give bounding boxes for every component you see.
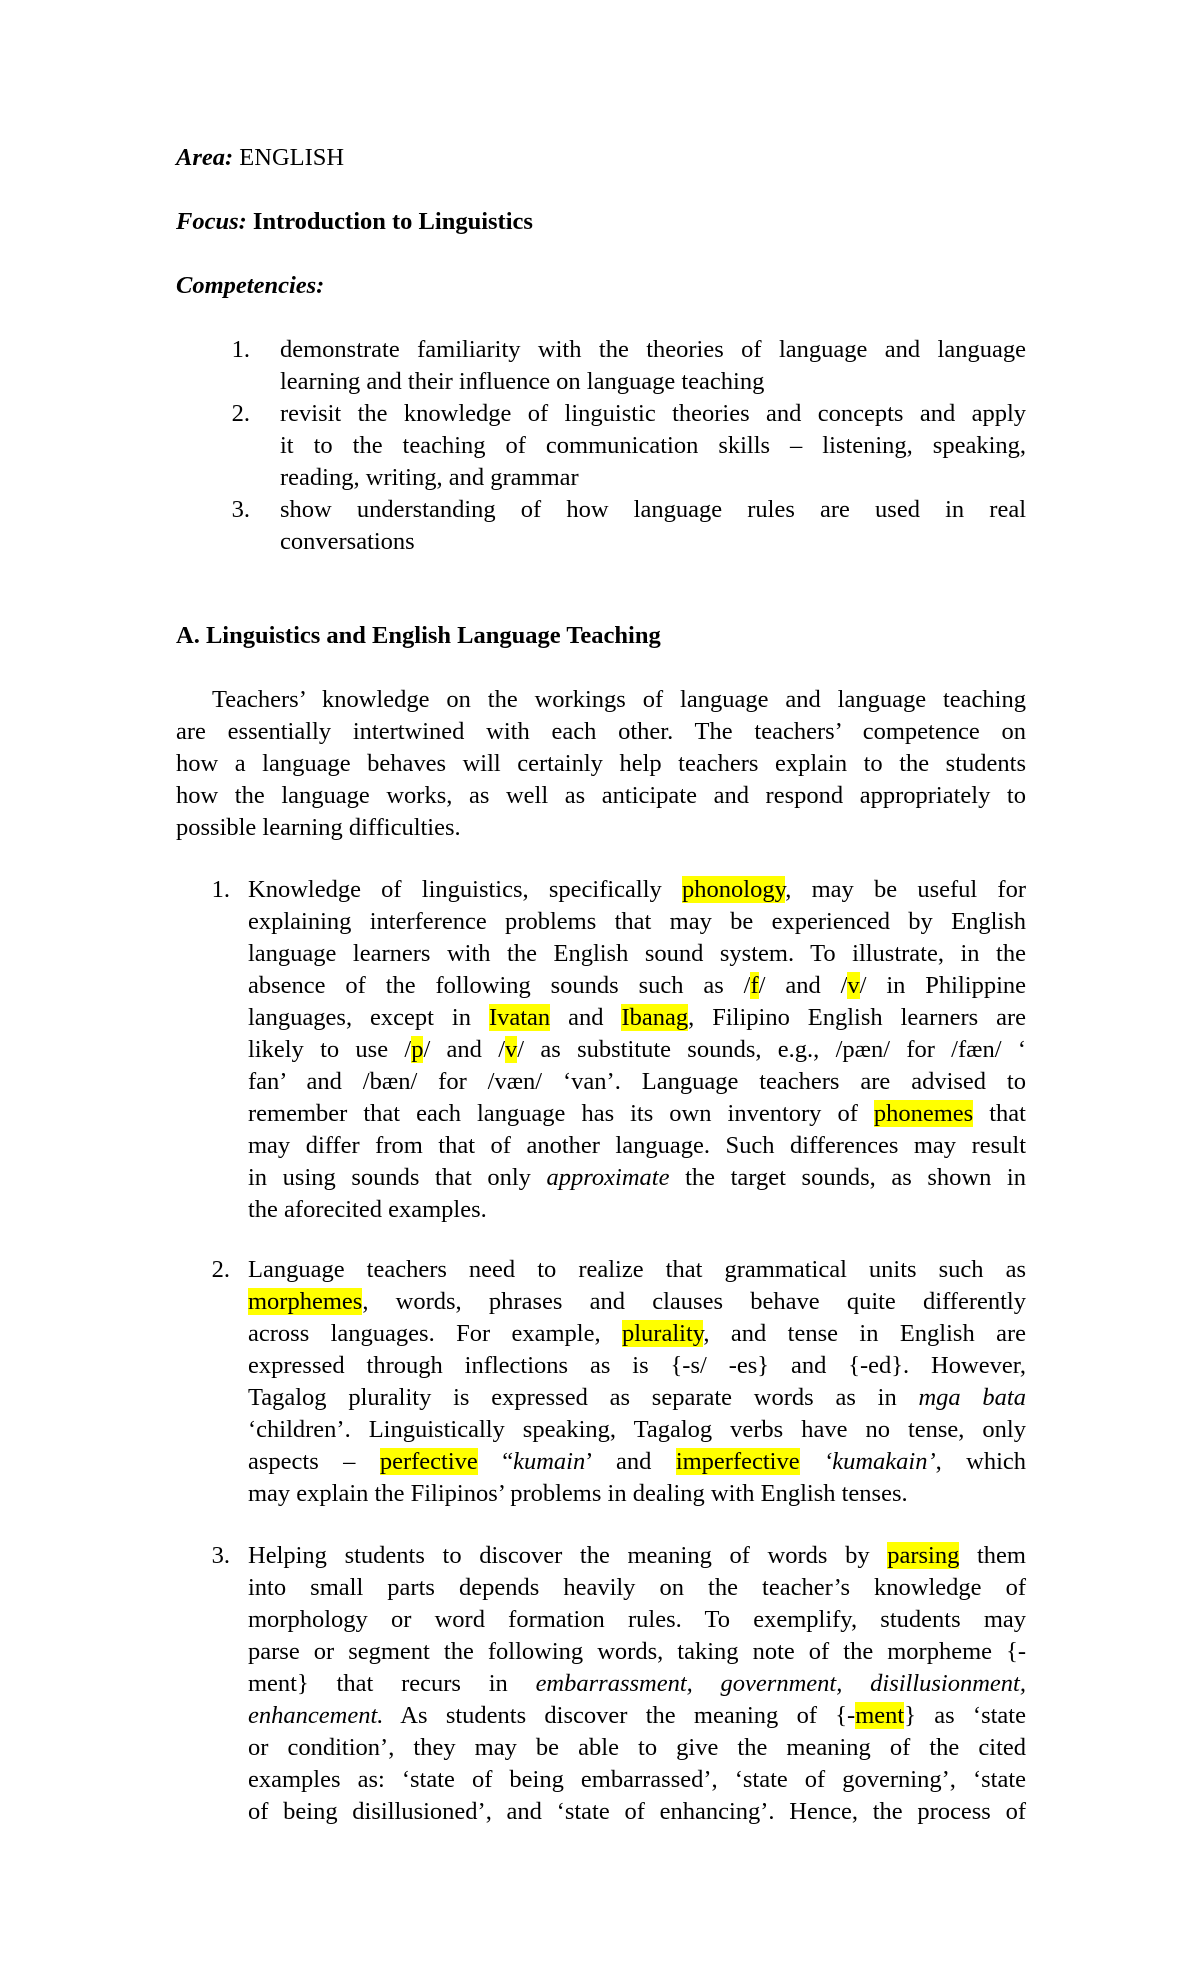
item-line: Helping students to discover the meaning of words by parsing them: [248, 1542, 1026, 1569]
section-item-3: [248, 1540, 1026, 1828]
competencies-heading: [176, 270, 324, 302]
highlight-term: phonemes: [873, 1100, 974, 1127]
section-item-2: [248, 1254, 1026, 1510]
paragraph-line: how the language works, as well as anticipate and respond appropriately to: [176, 782, 1026, 809]
competency-line: learning and their influence on language teaching: [280, 368, 765, 395]
item-line: aspects – perfective “kumain’ and imperfective ‘kumakain’, which: [248, 1448, 1027, 1475]
competency-item: [280, 334, 1026, 398]
highlight-term: parsing: [887, 1542, 960, 1569]
paragraph-line: Teachers’ knowledge on the workings of language and language teaching: [212, 686, 1026, 713]
area-line: [176, 142, 344, 174]
focus-line: [176, 206, 533, 238]
highlight-term: v: [505, 1036, 518, 1063]
item-line: explaining interference problems that may be experienced by English: [248, 908, 1026, 935]
section-item-1: [248, 874, 1026, 1226]
item-line: may differ from that of another language. Such differences may result: [248, 1132, 1026, 1159]
item-line: ‘children’. Linguistically speaking, Tagalog verbs have no tense, only: [248, 1416, 1026, 1443]
highlight-term: f: [750, 972, 759, 999]
competencies-label: Competencies:: [176, 272, 325, 299]
item-line: remember that each language has its own inventory of phonemes that: [248, 1100, 1026, 1127]
paragraph-line: are essentially intertwined with each other. The teachers’ competence on: [176, 718, 1026, 745]
item-line: examples as: ‘state of being embarrassed’, ‘state of governing’, ‘state: [248, 1766, 1026, 1793]
intro-paragraph: [176, 684, 1026, 844]
competency-line: conversations: [280, 528, 415, 555]
highlight-term: phonology: [682, 876, 786, 903]
item-line: likely to use /p/ and /v/ as substitute sounds, e.g., /pæn/ for /fæn/ ‘: [248, 1036, 1026, 1063]
competency-line: reading, writing, and grammar: [280, 464, 579, 491]
item-number: 2.: [211, 1256, 230, 1283]
item-line: in using sounds that only approximate the target sounds, as shown in: [248, 1164, 1026, 1191]
item-line: languages, except in Ivatan and Ibanag, Filipino English learners are: [248, 1004, 1027, 1031]
paragraph-line: possible learning difficulties.: [176, 814, 461, 841]
item-number: 1.: [211, 876, 230, 903]
item-line: fan’ and /bæn/ for /væn/ ‘van’. Language teachers are advised to: [248, 1068, 1026, 1095]
highlight-term: Ibanag: [621, 1004, 689, 1031]
item-line: the aforecited examples.: [248, 1196, 487, 1223]
item-line: of being disillusioned’, and ‘state of enhancing’. Hence, the process of: [248, 1798, 1026, 1825]
highlight-term: ment: [855, 1702, 905, 1729]
highlight-term: plurality: [622, 1320, 704, 1347]
item-line: may explain the Filipinos’ problems in dealing with English tenses.: [248, 1480, 908, 1507]
area-value: ENGLISH: [239, 144, 345, 171]
item-line: Knowledge of linguistics, specifically phonology, may be useful for: [248, 876, 1026, 903]
highlight-term: imperfective: [675, 1448, 800, 1475]
focus-value: Introduction to Linguistics: [252, 208, 533, 235]
highlight-term: morphemes: [248, 1288, 363, 1315]
item-line: or condition’, they may be able to give the meaning of the cited: [248, 1734, 1026, 1761]
paragraph-line: how a language behaves will certainly help teachers explain to the students: [176, 750, 1026, 777]
item-line: into small parts depends heavily on the teacher’s knowledge of: [248, 1574, 1026, 1601]
item-line: absence of the following sounds such as /f/ and /v/ in Philippine: [248, 972, 1027, 999]
competency-item: [280, 494, 1026, 558]
competency-line: it to the teaching of communication skills – listening, speaking,: [280, 432, 1026, 459]
item-number: 3.: [211, 1542, 230, 1569]
highlight-term: v: [847, 972, 860, 999]
item-line: Language teachers need to realize that grammatical units such as: [248, 1256, 1026, 1283]
item-line: ment} that recurs in embarrassment, government, disillusionment,: [248, 1670, 1026, 1697]
item-line: morphemes, words, phrases and clauses behave quite differently: [248, 1288, 1026, 1315]
competency-line: revisit the knowledge of linguistic theories and concepts and apply: [280, 400, 1026, 427]
competency-number: 3.: [231, 496, 250, 523]
item-line: language learners with the English sound system. To illustrate, in the: [248, 940, 1026, 967]
highlight-term: p: [411, 1036, 424, 1063]
item-line: Tagalog plurality is expressed as separate words as in mga bata: [248, 1384, 1026, 1411]
highlight-term: Ivatan: [488, 1004, 551, 1031]
competency-number: 1.: [231, 336, 250, 363]
competency-line: demonstrate familiarity with the theories of language and language: [280, 336, 1026, 363]
competency-number: 2.: [231, 400, 250, 427]
section-a-heading: A. Linguistics and English Language Teaching: [176, 622, 661, 649]
area-label: Area:: [176, 144, 234, 171]
item-line: morphology or word formation rules. To exemplify, students may: [248, 1606, 1026, 1633]
competency-line: show understanding of how language rules are used in real: [280, 496, 1026, 523]
highlight-term: perfective: [379, 1448, 478, 1475]
competency-item: [280, 398, 1026, 494]
item-line: across languages. For example, plurality, and tense in English are: [248, 1320, 1026, 1347]
item-line: enhancement. As students discover the meaning of {-ment} as ‘state: [248, 1702, 1026, 1729]
focus-label: Focus:: [176, 208, 247, 235]
item-line: parse or segment the following words, taking note of the morpheme {-: [248, 1638, 1026, 1665]
item-line: expressed through inflections as is {-s/ -es} and {-ed}. However,: [248, 1352, 1026, 1379]
